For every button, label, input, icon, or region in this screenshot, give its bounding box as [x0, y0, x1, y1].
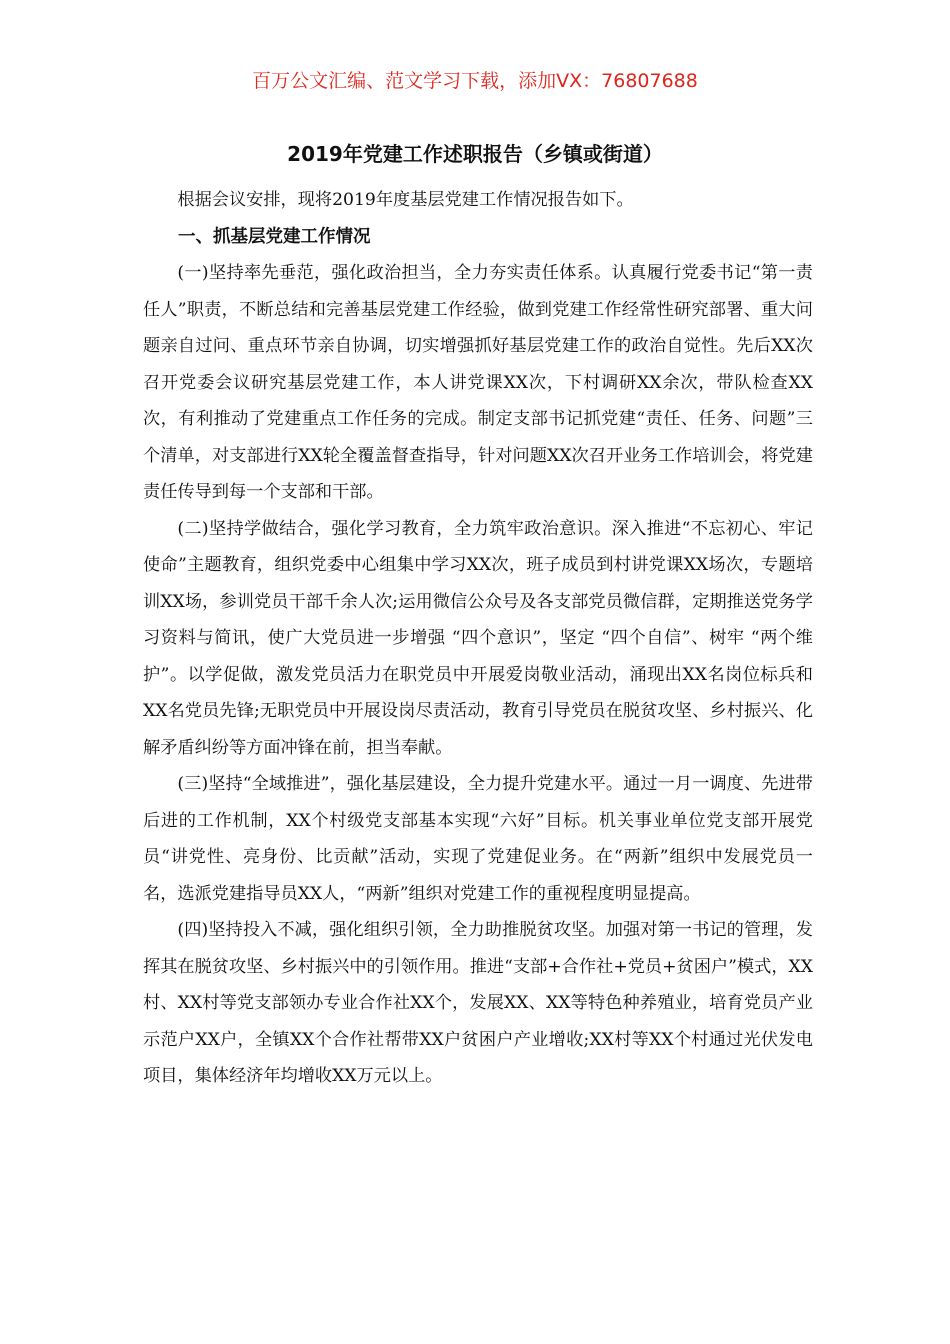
- document-title: 2019年党建工作述职报告（乡镇或街道）: [287, 142, 663, 166]
- body-paragraph-1: (一)坚持率先垂范，强化政治担当，全力夯实责任体系。认真履行党委书记“第一责任人”职责，不断总结和完善基层党建工作经验，做到党建工作经常性研究部署、重大问题亲自过问、重点环节亲自协调，切实增强抓好基层党建工作的政治自觉性。先后XX次召开党委会议研究基层党建工作，本人讲党课XX次，下村调研XX余次，带队检查XX次，有利推动了党建重点工作任务的完成。制定支部书记抓党建“责任、任务、问题”三个清单，对支部进行XX轮全覆盖督查指导，针对问题XX次召开业务工作培训会，将党建责任传导到每一个支部和干部。: [143, 263, 813, 502]
- intro-paragraph: 根据会议安排，现将2019年度基层党建工作情况报告如下。: [177, 190, 634, 210]
- document-body: [143, 182, 813, 1095]
- body-paragraph-4: (四)坚持投入不减，强化组织引领，全力助推脱贫攻坚。加强对第一书记的管理，发挥其在脱贫攻坚、乡村振兴中的引领作用。推进“支部+合作社+党员+贫困户”模式，XX村、XX村等党支部领办专业合作社XX个，发展XX、XX等特色种养殖业，培育党员产业示范户XX户，全镇XX个合作社帮带XX户贫困户产业增收;XX村等XX个村通过光伏发电项目，集体经济年均增收XX万元以上。: [143, 920, 813, 1086]
- body-paragraph-3: (三)坚持“全域推进”，强化基层建设，全力提升党建水平。通过一月一调度、先进带后进的工作机制，XX个村级党支部基本实现“六好”目标。机关事业单位党支部开展党员“讲党性、亮身份、比贡献”活动，实现了党建促业务。在“两新”组织中发展党员一名，选派党建指导员XX人，“两新”组织对党建工作的重视程度明显提高。: [143, 774, 813, 904]
- body-paragraph-2: (二)坚持学做结合，强化学习教育，全力筑牢政治意识。深入推进“不忘初心、牢记使命”主题教育，组织党委中心组集中学习XX次，班子成员到村讲党课XX场次，专题培训XX场，参训党员干部千余人次;运用微信公众号及各支部党员微信群，定期推送党务学习资料与简讯，使广大党员进一步增强 “四个意识”，坚定 “四个自信”、树牢 “两个维护”。以学促做，激发党员活力在职党员中开展爱岗敬业活动，涌现出XX名岗位标兵和XX名党员先锋;无职党员中开展设岗尽责活动，教育引导党员在脱贫攻坚、乡村振兴、化解矛盾纠纷等方面冲锋在前，担当奉献。: [143, 518, 813, 758]
- watermark-banner: 百万公文汇编、范文学习下载，添加VX：76807688: [252, 70, 698, 92]
- section-heading: 一、抓基层党建工作情况: [178, 226, 371, 247]
